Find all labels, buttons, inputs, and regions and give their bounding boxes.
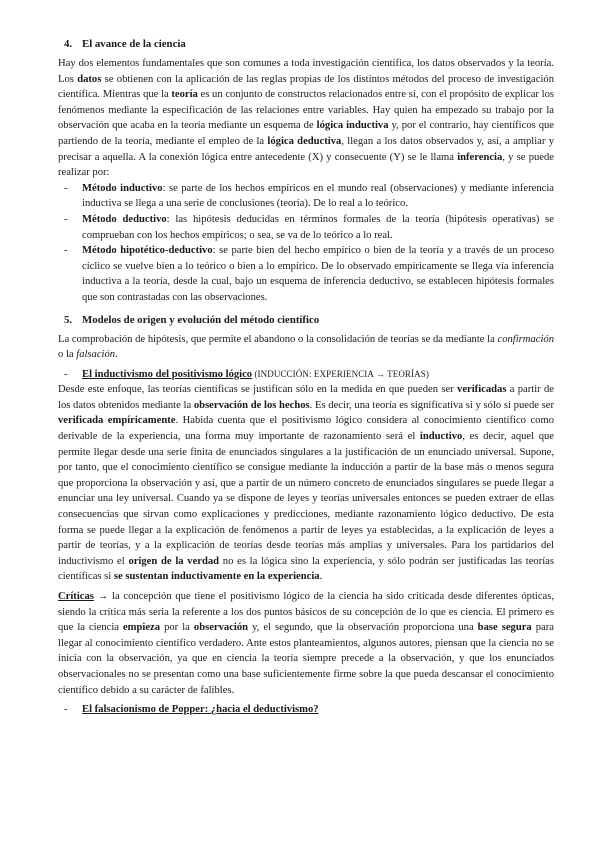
section-number: 4. — [64, 38, 73, 50]
bullet-dash: - — [64, 213, 68, 225]
inductivismo-paragraph: Desde este enfoque, las teorías científicas se justifican sólo en la medida en que pueden ser verificadas a partir de los datos obtenidos mediante la observación de los hechos. Es decir, una teoría es significativa si y sólo si puede ser verificada empíricamente. Habida cuenta que el positivismo lógico considera al conocimiento científico como derivable de la experiencia, una forma muy importante de razonamiento será el inductivo, es decir, aquel que permite llegar desde una serie finita de enunciados singulares a la justificación de un enunciado universal. Supone, por tanto, que el conocimiento científico se consigue mediante la inducción a partir de la base más o menos segura que proporciona la observación y así, que a partir de un número concreto de enunciados singulares se puede llegar a enunciar una ley universal. Cuando ya se dispone de leyes y teorías universales entonces se pueden extraer de ellas consecuencias que sirvan como explicaciones y predicciones, mediante razonamiento lógico deductivo. De esta forma se puede llegar a la explicación de fenómenos a partir de leyes ya establecidas, a la explicación de leyes a partir de teorías, y a la explicación de teorías desde teorías más amplias y universales. Para los partidarios del inductivismo el origen de la verdad no es la lógica sino la experiencia, y sólo podrán ser justificadas las teorías científicas si se sustentan inductivamente en la experiencia. — [58, 384, 554, 583]
section-4-heading — [58, 36, 554, 52]
bullet-dash: - — [64, 368, 68, 380]
term-logica-deductiva: lógica deductiva — [267, 135, 342, 147]
section-title: Modelos de origen y evolución del método científico — [82, 313, 320, 326]
subsection-inductivismo-heading — [58, 367, 554, 383]
bullet-dash: - — [64, 245, 68, 257]
list-item: - Método hipotético-deductivo: se parte bien del hecho empírico o bien de la teoría y a través de un proceso cíclico se vuelve bien a lo teórico o bien a lo empírico. De lo observado empíricamente se llega vía inferencia inductiva a la teoría, desde la cual, bajo un esquema de inferencia deductivo, se establecen hipótesis formales que son contrastadas con las observaciones. — [64, 245, 555, 303]
bullet-dash: - — [64, 182, 68, 194]
subsection-title: El inductivismo del positivismo lógico — [82, 368, 253, 380]
term-datos: datos — [77, 73, 102, 85]
term-falsacion: falsación — [76, 349, 116, 361]
section-number: 5. — [64, 313, 73, 326]
subsection-title: El falsacionismo de Popper: ¿hacia el deductivismo? — [82, 704, 319, 716]
bullet-dash: - — [64, 704, 68, 716]
subsection-falsacionismo-heading — [58, 702, 554, 718]
section-4-paragraph: Hay dos elementos fundamentales que son comunes a toda investigación científica, los datos observados y la teoría. Los datos se obtienen con la aplicación de las reglas propias de los distintos métodos del proceso de investigación científica. Mientras que la teoría es un conjunto de constructos relacionados entre sí, con el propósito de explicar los fenómenos mediante la especificación de las relaciones entre variables. Hay quien ha empezado su trabajo por la observación que acaba en la teoría mediante un esquema de lógica inductiva y, por el contrario, hay científicos que partiendo de la teoría, mediante el empleo de la lógica deductiva, llegan a los datos observados y, así, a ampliar y precisar a aquella. A la conexión lógica entre antecedente (X) y consecuente (Y) se le llama inferencia, y se puede realizar por: — [58, 58, 555, 179]
document-page — [58, 36, 554, 718]
criticas-paragraph: Críticas → la concepción que tiene el positivismo lógico de la ciencia ha sido criticada desde diferentes ópticas, siendo la crítica más seria la referente a los dos puntos básicos de su concepción de lo que es ciencia. El primero es que la ciencia empieza por la observación y, el segundo, que la observación proporciona una base segura para llegar al conocimiento científico verdadero. Ante estos planteamientos, algunos autores, piensan que la ciencia no se inicia con la observación, ya que en ciencia la teoría siempre precede a la observación, y que los enunciados observacionales no se presentan como una base suficientemente firme sobre la que pueda descansar el conocimiento científico debido a su carácter de falibles. — [58, 591, 554, 696]
subsection-note: (INDUCCIÓN: EXPERIENCIA → TEORÍAS) — [252, 368, 429, 379]
term-inferencia: inferencia — [457, 151, 503, 163]
criticas-label: Críticas — [58, 591, 94, 602]
list-item: - Método inductivo: se parte de los hechos empíricos en el mundo real (observaciones) y mediante inferencia inductiva se llega a una serie de conclusiones (teoría). De lo real a lo teórico. — [64, 182, 554, 210]
methods-list — [58, 181, 554, 306]
bullet-term: Método hipotético-deductivo — [82, 245, 213, 257]
section-title: El avance de la ciencia — [82, 38, 186, 50]
bullet-term: Método deductivo — [82, 213, 167, 225]
section-5-heading — [58, 312, 554, 328]
bullet-term: Método inductivo — [82, 182, 163, 194]
list-item: - Método deductivo: las hipótesis deducidas en términos formales de la teoría (hipótesis operativas) se comprueban con los hechos empíricos; o sea, se va de lo teórico a lo real. — [64, 213, 554, 241]
section-5-intro: La comprobación de hipótesis, que permite el abandono o la consolidación de teorías se da mediante la confirmación o la falsación. — [58, 333, 554, 361]
term-logica-inductiva: lógica inductiva — [316, 120, 389, 132]
term-teoria: teoría — [171, 89, 198, 101]
term-confirmacion: confirmación — [497, 333, 554, 345]
